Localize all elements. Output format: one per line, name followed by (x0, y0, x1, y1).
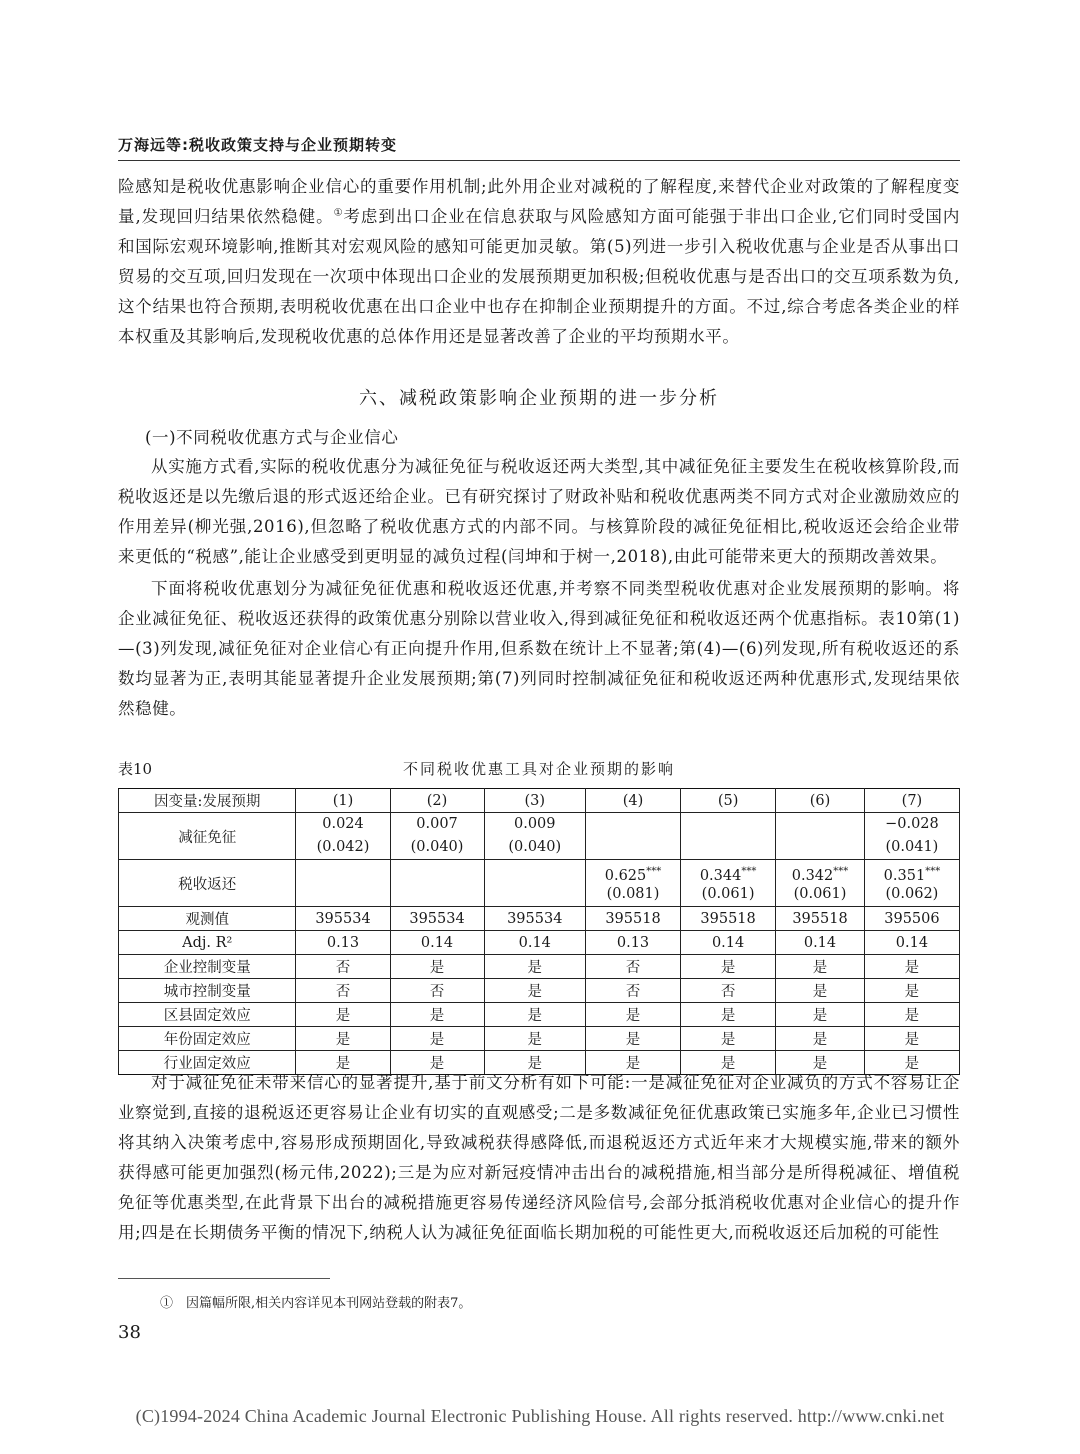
coef (776, 813, 864, 836)
table-cell: 是 (484, 1003, 585, 1027)
table-cell: 395534 (296, 907, 390, 931)
table-cell: 否 (390, 979, 484, 1003)
results-table (118, 788, 960, 1075)
table-cell: 0.14 (776, 931, 865, 955)
table-cell (776, 813, 865, 860)
table-cell: 395518 (585, 907, 680, 931)
table-cell: 是 (484, 1051, 585, 1075)
table-cell: 是 (390, 955, 484, 979)
table-row (119, 907, 960, 931)
table-cell: 是 (864, 955, 959, 979)
table-cell: 是 (864, 1051, 959, 1075)
coef: 0.024 (322, 816, 364, 832)
std-error (586, 836, 680, 859)
table-cell (681, 813, 776, 860)
body-top (118, 172, 960, 352)
table-row (119, 931, 960, 955)
std-error: (0.061) (701, 886, 755, 902)
row-label: 行业固定效应 (119, 1051, 296, 1075)
table-cell: 是 (484, 955, 585, 979)
table-cell: 是 (681, 1027, 776, 1051)
footnote: ① 因篇幅所限,相关内容详见本刊网站登载的附表7。 (160, 1296, 472, 1311)
table-cell (681, 860, 776, 907)
running-header: 万海远等:税收政策支持与企业预期转变 (118, 136, 398, 154)
table-cell: 0.14 (864, 931, 959, 955)
coef: 0.007 (416, 816, 458, 832)
table-cell: 是 (390, 1003, 484, 1027)
page-number: 38 (118, 1322, 141, 1343)
table-cell (864, 860, 959, 907)
table-cell: 是 (484, 979, 585, 1003)
table-cell (296, 813, 390, 860)
paragraph-text: 考虑到出口企业在信息获取与风险感知方面可能强于非出口企业,它们同时受国内和国际宏观环境影响,推断其对宏观风险的感知可能更加灵敏。第(5)列进一步引入税收优惠与企业是否从事出口贸易的交互项,回归发现在一次项中体现出口企业的发展预期更加积极;但税收优惠与是否出口的交互项系数为负,这个结果也符合预期,表明税收优惠在出口企业中也存在抑制企业预期提升的方面。不过,综合考虑各类企业的样本权重及其影响后,发现税收优惠的总体作用还是显著改善了企业的平均预期水平。 (118, 207, 960, 346)
paragraph: 下面将税收优惠划分为减征免征优惠和税收返还优惠,并考察不同类型税收优惠对企业发展预期的影响。将企业减征免征、税收返还获得的政策优惠分别除以营业收入,得到减征免征和税收返还两个优惠指标。表10第(1)—(3)列发现,减征免征对企业信心有正向提升作用,但系数在统计上不显著;第(4)—(6)列发现,所有税收返还的系数均显著为正,表明其能显著提升企业发展预期;第(7)列同时控制减征免征和税收返还两种优惠形式,发现结果依然稳健。 (118, 579, 960, 718)
header-rule (118, 160, 960, 161)
column-header: (6) (776, 789, 865, 813)
coef: 0.009 (514, 816, 556, 832)
copyright-notice: (C)1994-2024 China Academic Journal Electronic Publishing House. All rights reserved. http://www.cnki.net (135, 1406, 945, 1426)
std-error: (0.062) (885, 886, 939, 902)
table-cell: 395506 (864, 907, 959, 931)
std-error: (0.061) (793, 886, 847, 902)
footnote-marker[interactable]: ① (333, 207, 344, 219)
row-label: 减征免征 (119, 813, 296, 860)
std-error: (0.040) (508, 839, 562, 855)
coef: −0.028 (885, 816, 939, 832)
row-label: 企业控制变量 (119, 955, 296, 979)
table-title: 不同税收优惠工具对企业预期的影响 (402, 760, 675, 778)
coef: 0.344 (699, 867, 742, 884)
table-cell (585, 860, 680, 907)
row-label: 城市控制变量 (119, 979, 296, 1003)
table-cell: 0.14 (484, 931, 585, 955)
std-error: (0.081) (606, 886, 660, 902)
table-cell: 是 (864, 1003, 959, 1027)
row-label: 年份固定效应 (119, 1027, 296, 1051)
table-row (119, 955, 960, 979)
table-row (119, 860, 960, 907)
significance-stars: *** (741, 866, 757, 877)
std-error (776, 836, 864, 859)
table-row (119, 1003, 960, 1027)
table-cell: 是 (585, 1027, 680, 1051)
table-cell: 否 (585, 955, 680, 979)
significance-stars: *** (646, 866, 662, 877)
table-cell: 是 (776, 1003, 865, 1027)
column-header: (3) (484, 789, 585, 813)
coef: 0.351 (883, 867, 926, 884)
table-cell (390, 813, 484, 860)
row-label: Adj. R² (119, 931, 296, 955)
row-label: 观测值 (119, 907, 296, 931)
significance-stars: *** (833, 866, 849, 877)
table-cell: 395518 (776, 907, 865, 931)
std-error: (0.040) (410, 839, 464, 855)
table-cell: 否 (296, 955, 390, 979)
paragraph: 从实施方式看,实际的税收优惠分为减征免征与税收返还两大类型,其中减征免征主要发生在税收核算阶段,而税收返还是以先缴后退的形式返还给企业。已有研究探讨了财政补贴和税收优惠两类不同方式对企业激励效应的作用差异(柳光强,2016),但忽略了税收优惠方式的内部不同。与核算阶段的减征免征相比,税收返还会给企业带来更低的“税感”,能让企业感受到更明显的减负过程(闫坤和于树一,2018),由此可能带来更大的预期改善效果。 (118, 457, 960, 566)
coef (586, 813, 680, 836)
table-label: 表10 (118, 760, 153, 778)
std-error (391, 883, 484, 906)
paragraph-text: 险感知是税收优惠影响企业信心的重要作用机制;此外用企业对减税的了解程度,来替代企业对政策的了解程度变量,发现回归结果依然稳健。 (118, 177, 960, 226)
column-header: (4) (585, 789, 680, 813)
table-cell: 是 (585, 1003, 680, 1027)
table-cell: 是 (864, 1027, 959, 1051)
table-cell: 否 (296, 979, 390, 1003)
table-cell: 否 (585, 979, 680, 1003)
table-cell: 否 (681, 979, 776, 1003)
table-cell (390, 860, 484, 907)
table-cell: 395518 (681, 907, 776, 931)
table-cell (864, 813, 959, 860)
table-cell: 是 (864, 979, 959, 1003)
subsection-title: (一)不同税收优惠方式与企业信心 (145, 428, 399, 447)
table-cell: 0.13 (585, 931, 680, 955)
column-header: (1) (296, 789, 390, 813)
table-cell: 是 (681, 955, 776, 979)
coef: 0.625 (604, 867, 647, 884)
body-mid (118, 452, 960, 724)
coef: 0.342 (791, 867, 834, 884)
table-cell: 是 (681, 1051, 776, 1075)
column-header: (2) (390, 789, 484, 813)
coef (681, 813, 775, 836)
table-cell: 0.13 (296, 931, 390, 955)
table-row (119, 979, 960, 1003)
paragraph: 对于减征免征未带来信心的显著提升,基于前文分析有如下可能:一是减征免征对企业减负的方式不容易让企业察觉到,直接的退税返还更容易让企业有切实的直观感受;二是多数减征免征优惠政策已实施多年,企业已习惯性将其纳入决策考虑中,容易形成预期固化,导致减税获得感降低,而退税返还方式近年来才大规模实施,带来的额外获得感可能更加强烈(杨元伟,2022);三是为应对新冠疫情冲击出台的减税措施,相当部分是所得税减征、增值税免征等优惠类型,在此背景下出台的减税措施更容易传递经济风险信号,会部分抵消税收优惠对企业信心的提升作用;四是在长期债务平衡的情况下,纳税人认为减征免征面临长期加税的可能性更大,而税收返还后加税的可能性 (118, 1073, 960, 1242)
table-cell: 是 (776, 1051, 865, 1075)
table-cell: 是 (776, 979, 865, 1003)
std-error: (0.042) (316, 839, 370, 855)
table-cell: 是 (776, 955, 865, 979)
table-cell: 是 (585, 1051, 680, 1075)
table-cell (484, 813, 585, 860)
table-cell (296, 860, 390, 907)
table-cell: 是 (390, 1027, 484, 1051)
std-error: (0.041) (885, 839, 939, 855)
table-cell: 0.14 (681, 931, 776, 955)
column-header: (5) (681, 789, 776, 813)
table-cell: 是 (390, 1051, 484, 1075)
table-cell (585, 813, 680, 860)
table-cell: 是 (484, 1027, 585, 1051)
std-error (681, 836, 775, 859)
table-row (119, 813, 960, 860)
table-cell: 是 (776, 1027, 865, 1051)
table-cell: 是 (681, 1003, 776, 1027)
column-header: (7) (864, 789, 959, 813)
table-row (119, 1027, 960, 1051)
table-cell: 是 (296, 1027, 390, 1051)
std-error (485, 883, 585, 906)
table-cell (484, 860, 585, 907)
significance-stars: *** (925, 866, 941, 877)
table-cell: 395534 (484, 907, 585, 931)
table-cell: 0.14 (390, 931, 484, 955)
std-error (296, 883, 389, 906)
table-header-row (119, 789, 960, 813)
body-bottom (118, 1068, 960, 1248)
paragraph-continued (118, 172, 960, 352)
table-cell (776, 860, 865, 907)
row-label: 区县固定效应 (119, 1003, 296, 1027)
section-title: 六、减税政策影响企业预期的进一步分析 (359, 388, 719, 409)
table-cell: 是 (296, 1051, 390, 1075)
table-cell: 395534 (390, 907, 484, 931)
row-label: 税收返还 (119, 860, 296, 907)
footnote-rule (118, 1278, 330, 1279)
table-cell: 是 (296, 1003, 390, 1027)
column-header: 因变量:发展预期 (119, 789, 296, 813)
